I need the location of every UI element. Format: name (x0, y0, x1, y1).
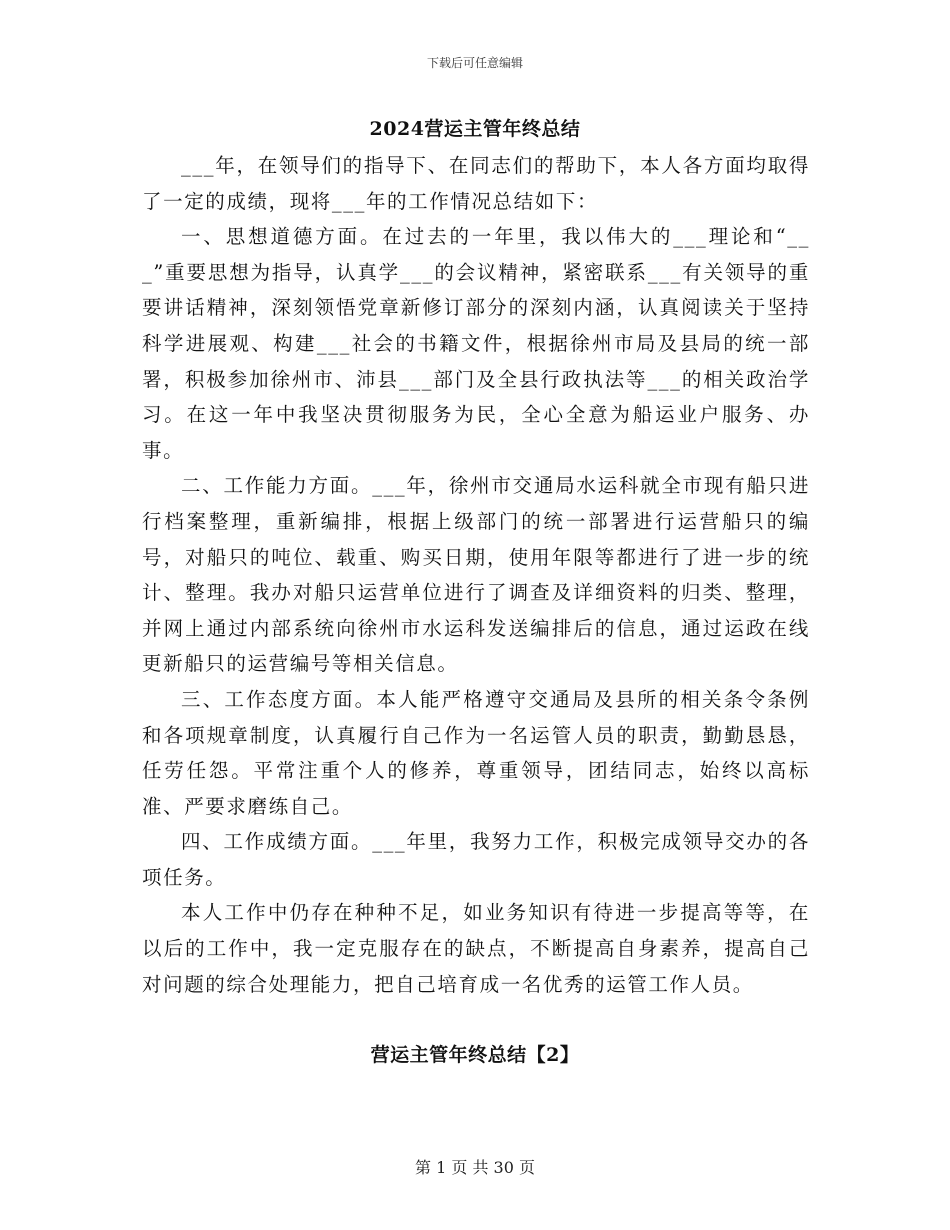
next-section-title: 营运主管年终总结【2】 (370, 1044, 580, 1066)
paragraph-conclusion: 本人工作中仍存在种种不足，如业务知识有待进一步提高等等，在以后的工作中，我一定克服存在的缺点，不断提高自身素养，提高自己对问题的综合处理能力，把自己培育成一名优秀的运管工作人员。 (142, 901, 810, 996)
paragraph-ability: 二、工作能力方面。___年，徐州市交通局水运科就全市现有船只进行档案整理，重新编排，根据上级部门的统一部署进行运营船只的编号，对船只的吨位、载重、购买日期，使用年限等都进行了进一步的统计、整理。我办对船只运营单位进行了调查及详细资料的归类、整理，并网上通过内部系统向徐州市水运科发送编排后的信息，通过运政在线更新船只的运营编号等相关信息。 (142, 474, 810, 676)
page-number: 第 1 页 共 30 页 (415, 1158, 535, 1177)
paragraph-intro: ___年，在领导们的指导下、在同志们的帮助下，本人各方面均取得了一定的成绩，现将___年的工作情况总结如下： (142, 154, 810, 213)
paragraph-achievements: 四、工作成绩方面。___年里，我努力工作，积极完成领导交办的各项任务。 (142, 830, 810, 889)
document-title: 2024营运主管年终总结 (369, 118, 581, 140)
paragraph-attitude: 三、工作态度方面。本人能严格遵守交通局及县所的相关条令条例和各项规章制度，认真履行自己作为一名运管人员的职责，勤勤恳恳，任劳任怨。平常注重个人的修养，尊重领导，团结同志，始终以高标准、严要求磨练自己。 (142, 687, 810, 818)
header-note: 下载后可任意编辑 (426, 56, 523, 70)
document-body (142, 148, 810, 1002)
paragraph-ideology: 一、思想道德方面。在过去的一年里，我以伟大的___理论和“___”重要思想为指导，认真学___的会议精神，紧密联系___有关领导的重要讲话精神，深刻领悟党章新修订部分的深刻内涵，认真阅读关于坚持科学进展观、构建___社会的书籍文件，根据徐州市局及县局的统一部署，积极参加徐州市、沛县___部门及全县行政执法等___的相关政治学习。在这一年中我坚决贯彻服务为民，全心全意为船运业户服务、办事。 (142, 225, 810, 462)
